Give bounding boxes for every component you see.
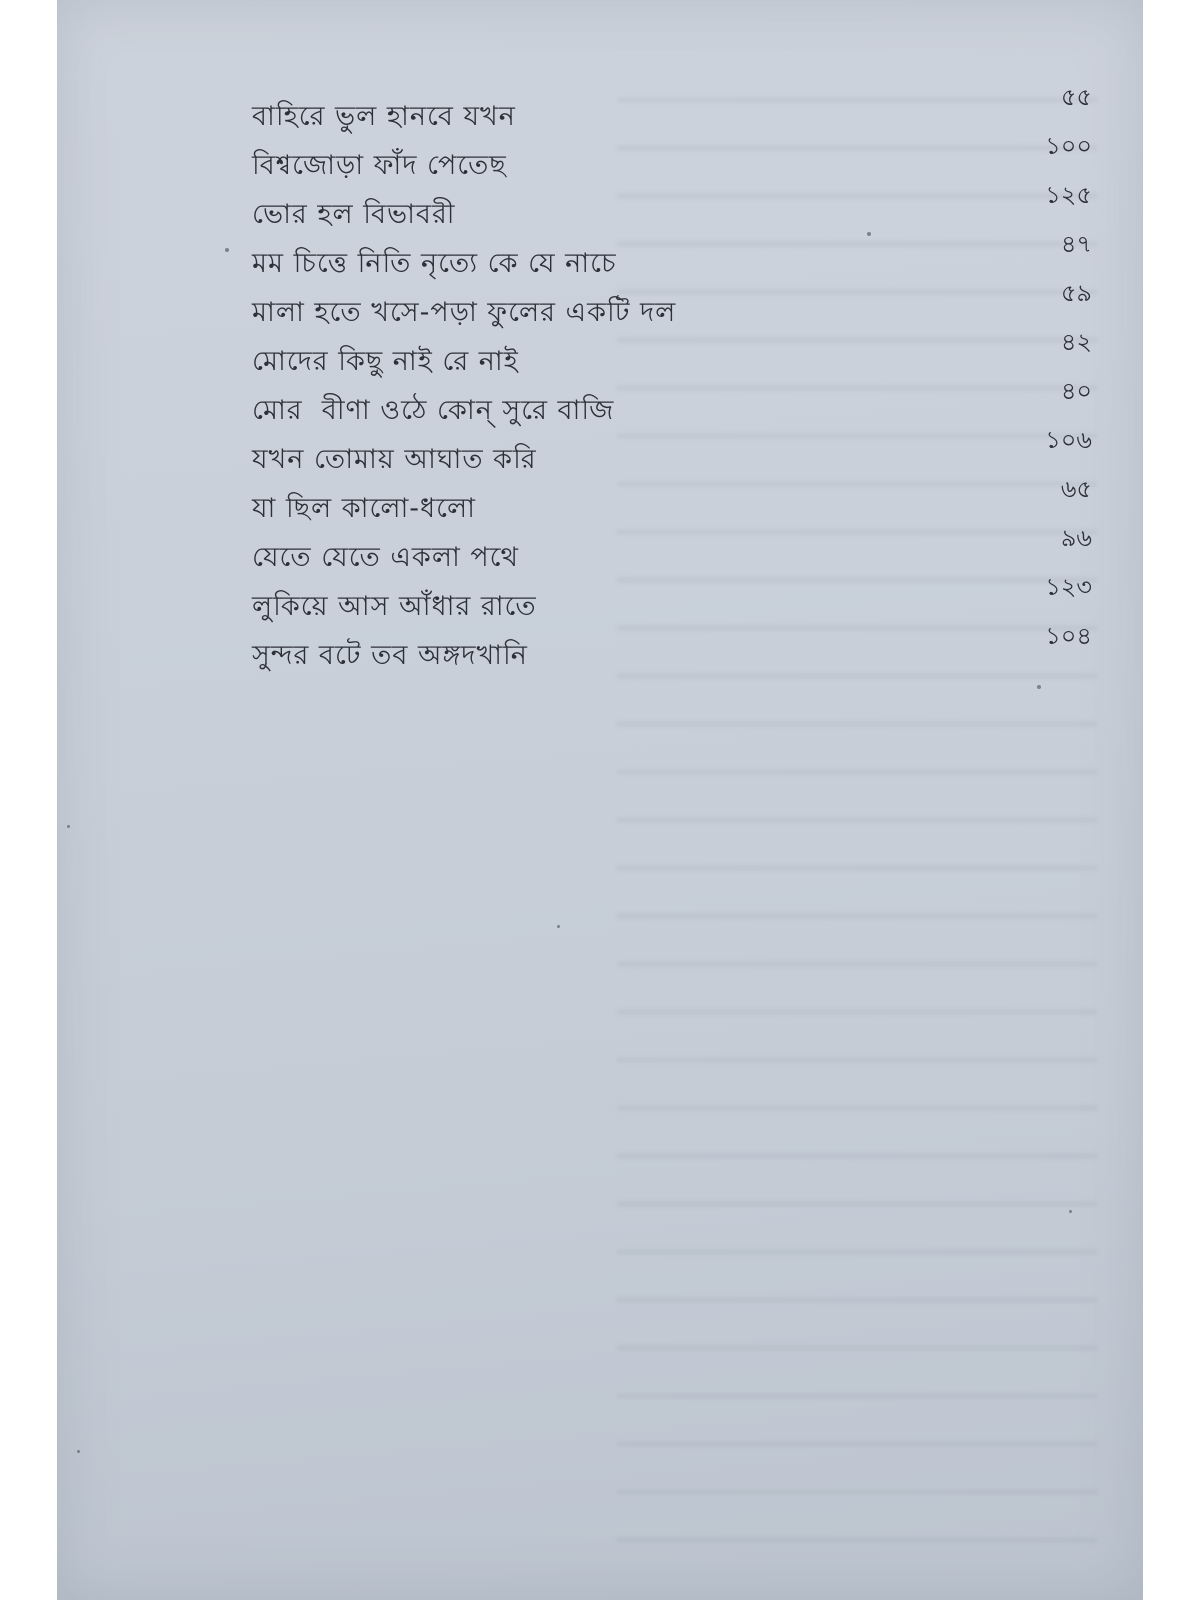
toc-entry-page: ১০৪ (1045, 622, 1092, 650)
toc-entry-title: মোর বীণা ওঠে কোন্ সুরে বাজি (252, 395, 615, 426)
toc-entry-title: মম চিত্তে নিতি নৃত্যে কে যে নাচে (252, 248, 617, 279)
toc-entry-page: ৫৯ (1060, 279, 1092, 307)
toc-entry (252, 523, 1092, 572)
toc-entry-page: ৫৫ (1060, 83, 1092, 111)
paper-speck (77, 1450, 80, 1453)
toc-entry-page: ৯৬ (1060, 524, 1092, 552)
toc-entry-title: বাহিরে ভুল হানবে যখন (252, 101, 516, 132)
toc-entry-page: ৪০ (1060, 377, 1092, 405)
toc-entry (252, 229, 1092, 278)
toc-entry-title: মোদের কিছু নাই রে নাই (252, 346, 519, 377)
toc-entry-page: ১০০ (1045, 132, 1092, 160)
toc-entry (252, 572, 1092, 621)
toc-entry (252, 376, 1092, 425)
paper-speck (1069, 1210, 1072, 1213)
toc-entry (252, 621, 1092, 670)
toc-entry-title: যখন তোমায় আঘাত করি (252, 444, 537, 475)
toc-entry-title: লুকিয়ে আস আঁধার রাতে (252, 591, 537, 622)
toc-entry-title: সুন্দর বটে তব অঙ্গদখানি (252, 640, 528, 671)
toc-entry (252, 425, 1092, 474)
table-of-contents (252, 82, 1092, 670)
toc-entry (252, 327, 1092, 376)
paper-speck (1037, 685, 1041, 689)
toc-entry-title: বিশ্বজোড়া ফাঁদ পেতেছ (252, 150, 507, 181)
toc-entry-title: যেতে যেতে একলা পথে (252, 542, 520, 573)
toc-entry (252, 82, 1092, 131)
toc-entry-page: ৬৫ (1060, 475, 1092, 503)
toc-entry-title: যা ছিল কালো-ধলো (252, 493, 476, 524)
toc-entry (252, 180, 1092, 229)
toc-entry-page: ১২৩ (1045, 573, 1092, 601)
paper-speck (557, 925, 560, 928)
toc-entry (252, 131, 1092, 180)
toc-entry (252, 278, 1092, 327)
toc-entry-page: ১০৬ (1045, 426, 1092, 454)
toc-entry-page: ৪২ (1060, 328, 1092, 356)
book-page (57, 0, 1143, 1600)
paper-speck (67, 825, 70, 828)
toc-entry-page: ১২৫ (1045, 181, 1092, 209)
paper-speck (225, 248, 229, 252)
toc-entry-page: ৪৭ (1060, 230, 1092, 258)
toc-entry-title: ভোর হল বিভাবরী (252, 199, 456, 230)
toc-entry-title: মালা হতে খসে-পড়া ফুলের একটি দল (252, 297, 677, 328)
toc-entry (252, 474, 1092, 523)
